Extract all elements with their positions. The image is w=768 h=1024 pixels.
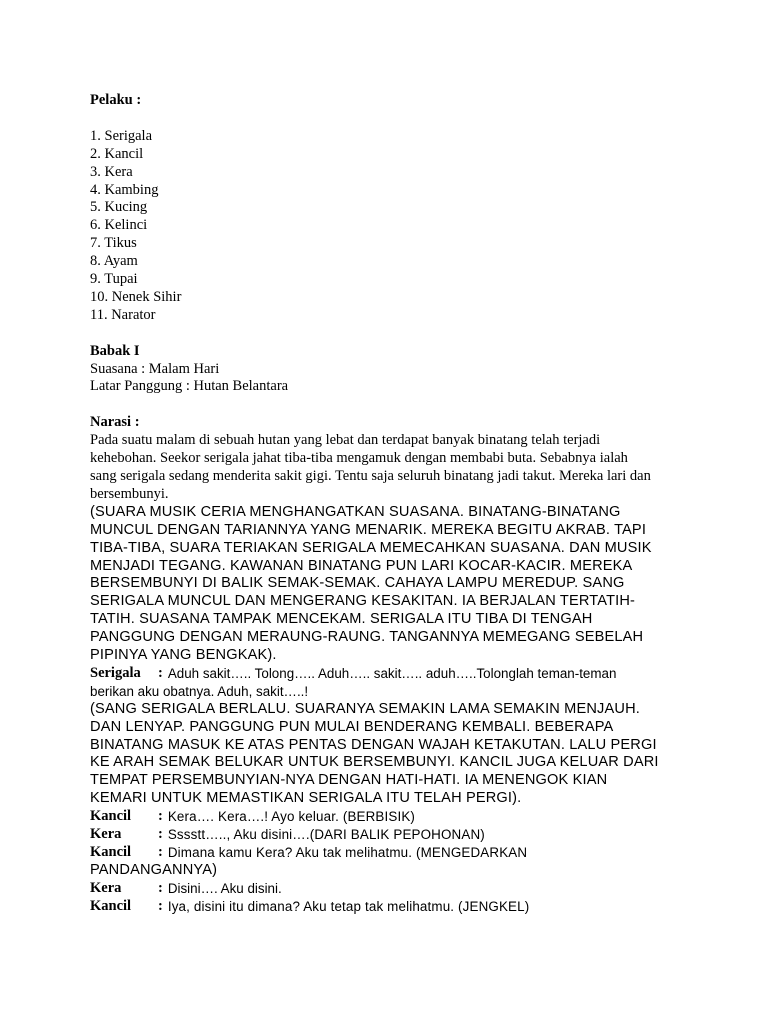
dialog-text: Aduh sakit….. Tolong….. Aduh….. sakit….. aduh…..Tolonglah teman-teman [167, 665, 617, 681]
cast-item: 1. Serigala [90, 127, 153, 144]
dialog-line [90, 844, 670, 880]
cast-item: 7. Tikus [90, 235, 137, 252]
cast-item: 8. Ayam [90, 253, 138, 270]
stage-direction-line: (SANG SERIGALA BERLALU. SUARANYA SEMAKIN LAMA SEMAKIN MENJAUH. [90, 700, 640, 717]
act-atmosphere: Suasana : Malam Hari [90, 360, 220, 377]
stage-direction-line: SERIGALA MUNCUL DAN MENGERANG KESAKITAN. IA BERJALAN TERTATIH- [90, 593, 636, 610]
cast-item: 10. Nenek Sihir [90, 288, 182, 305]
stage-direction-line: (SUARA MUSIK CERIA MENGHANGATKAN SUASANA. BINATANG-BINATANG [90, 503, 621, 520]
stage-direction-line: TIBA-TIBA, SUARA TERIAKAN SERIGALA MEMECAHKAN SUASANA. DAN MUSIK [90, 539, 652, 556]
act-setting: Latar Panggung : Hutan Belantara [90, 378, 289, 395]
cast-list [90, 128, 670, 325]
speaker-colon: : [158, 879, 163, 896]
narration-line: Pada suatu malam di sebuah hutan yang lebat dan terdapat banyak binatang telah terjadi [90, 432, 601, 449]
narration-line: bersembunyi. [90, 485, 169, 502]
dialog-text: Iya, disini itu dimana? Aku tetap tak melihatmu. (JENGKEL) [167, 898, 530, 914]
speaker-name: Kera [90, 826, 122, 843]
stage-direction-line: BINATANG MASUK KE ATAS PENTAS DENGAN WAJAH KETAKUTAN. LALU PERGI [90, 736, 657, 753]
speaker-name: Kancil [90, 897, 132, 914]
dialog-line [90, 808, 670, 826]
cast-item: 11. Narator [90, 306, 156, 323]
cast-item: 4. Kambing [90, 181, 159, 198]
speaker-name: Kancil [90, 808, 132, 825]
script-page [90, 92, 670, 916]
dialog-continuation: berikan aku obatnya. Aduh, sakit…..! [90, 683, 309, 699]
narration-line: sang serigala sedang menderita sakit gigi. Tentu saja seluruh binatang jadi takut. Mereka lari dan [90, 467, 651, 484]
stage-direction-line: KEMARI UNTUK MEMASTIKAN SERIGALA ITU TELAH PERGI). [90, 790, 522, 807]
stage-direction-line: MUNCUL DENGAN TARIANNYA YANG MENARIK. MEREKA BEGITU AKRAB. TAPI [90, 521, 647, 538]
stage-direction-line: DAN LENYAP. PANGGUNG PUN MULAI BENDERANG KEMBALI. BEBERAPA [90, 718, 614, 735]
stage-direction-line: TEMPAT PERSEMBUNYIAN-NYA DENGAN HATI-HATI. IA MENENGOK KIAN [90, 772, 608, 789]
speaker-colon: : [158, 844, 163, 861]
dialog-continuation: PANDANGANNYA) [90, 861, 218, 878]
speaker-colon: : [158, 808, 163, 825]
stage-direction-line: PANGGUNG DENGAN MERAUNG-RAUNG. TANGANNYA MEMEGANG SEBELAH [90, 629, 644, 646]
speaker-colon: : [158, 826, 163, 843]
stage-direction-line: PIPINYA YANG BENGKAK). [90, 647, 277, 664]
stage-direction-line: KE ARAH SEMAK BELUKAR UNTUK BERSEMBUNYI. KANCIL JUGA KELUAR DARI [90, 754, 659, 771]
dialog-text: Disini…. Aku disini. [167, 880, 282, 896]
cast-item: 2. Kancil [90, 145, 144, 162]
narration-heading: Narasi : [90, 414, 140, 431]
stage-direction [90, 701, 670, 808]
dialog-line [90, 826, 670, 844]
dialog-text: Sssstt….., Aku disini….(DARI BALIK PEPOHONAN) [167, 827, 485, 843]
cast-item: 6. Kelinci [90, 217, 148, 234]
stage-direction-line: BERSEMBUNYI DI BALIK SEMAK-SEMAK. CAHAYA LAMPU MEREDUP. SANG [90, 575, 625, 592]
dialog-line [90, 665, 670, 701]
cast-item: 9. Tupai [90, 271, 138, 288]
speaker-name: Kancil [90, 844, 132, 861]
act-heading: Babak I [90, 342, 140, 359]
dialog-text: Dimana kamu Kera? Aku tak melihatmu. (MENGEDARKAN [167, 845, 528, 861]
dialog-text: Kera…. Kera….! Ayo keluar. (BERBISIK) [167, 809, 416, 825]
cast-item: 5. Kucing [90, 199, 148, 216]
stage-direction-line: TATIH. SUASANA TAMPAK MENCEKAM. SERIGALA ITU TIBA DI TENGAH [90, 611, 593, 628]
cast-heading: Pelaku : [90, 92, 142, 108]
speaker-colon: : [158, 664, 163, 681]
stage-direction [90, 504, 670, 665]
speaker-name: Serigala [90, 664, 141, 681]
dialog-line [90, 898, 670, 916]
cast-item: 3. Kera [90, 163, 133, 180]
stage-direction-line: MENJADI TEGANG. KAWANAN BINATANG PUN LARI KOCAR-KACIR. MEREKA [90, 557, 633, 574]
speaker-name: Kera [90, 879, 122, 896]
dialog-line [90, 880, 670, 898]
speaker-colon: : [158, 897, 163, 914]
narration-line: kehebohan. Seekor serigala jahat tiba-tiba mengamuk dengan membabi buta. Sebabnya ialah [90, 450, 628, 467]
